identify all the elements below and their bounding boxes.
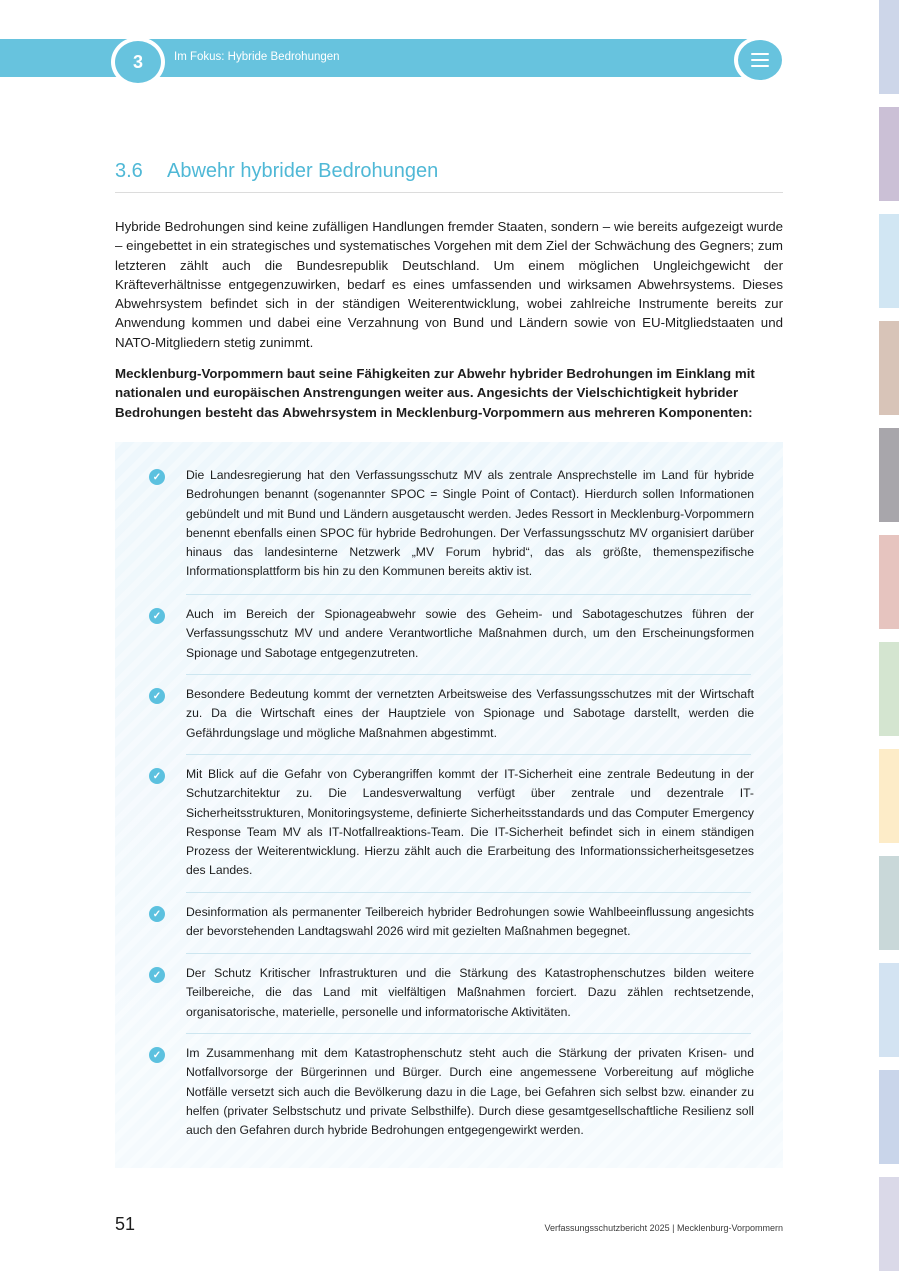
- divider: [186, 674, 751, 675]
- list-item-text: Besondere Bedeutung kommt der vernetzten Arbeitsweise des Verfassungsschutzes mit der Wirtschaft zu. Da die Wirtschaft eines der Hauptziele von Spionage und Sabotage darstellt, werden die Gefährdungslage und mögliche Maßnahmen abgestimmt.: [186, 687, 754, 740]
- check-circle-icon: ✓: [149, 906, 165, 922]
- page-number: 51: [115, 1214, 136, 1234]
- side-tab-7[interactable]: [879, 642, 899, 736]
- components-box: [115, 442, 783, 1168]
- side-tab-8[interactable]: [879, 749, 899, 843]
- hamburger-icon-line: [751, 53, 769, 55]
- divider: [186, 754, 751, 755]
- side-tab-2[interactable]: [879, 107, 899, 201]
- list-item-text: Im Zusammenhang mit dem Katastrophenschutz steht auch die Stärkung der privaten Krisen- und Notfallvorsorge der Bürgerinnen und Bürger. Durch eine angemessene Vorbereitung auf mögliche Notfälle versetzt sich auch die Bevölkerung dazu in die Lage, bei Gefahren sich selbst bzw. einander zu helfen (privater Selbstschutz und private Selbsthilfe). Durch diese gesamtgesellschaftliche Resilienz soll auch den Gefahren durch hybride Bedrohungen entgegengewirkt werden.: [186, 1046, 754, 1138]
- side-tab-4[interactable]: [879, 321, 899, 415]
- side-tab-5[interactable]: [879, 428, 899, 522]
- section-heading: [115, 160, 783, 193]
- section-title: Abwehr hybrider Bedrohungen: [167, 160, 439, 182]
- hamburger-icon-line: [751, 65, 769, 67]
- side-tab-1[interactable]: [879, 0, 899, 94]
- check-circle-icon: ✓: [149, 688, 165, 704]
- list-item-text: Auch im Bereich der Spionageabwehr sowie des Geheim- und Sabotageschutzes führen der Verfassungsschutz MV und andere Verantwortliche Maßnahmen durch, um den Erscheinungsformen Spionage und Sabotage entgegenzutreten.: [186, 607, 754, 660]
- chapter-number-badge: 3: [111, 37, 165, 87]
- side-tab-3[interactable]: [879, 214, 899, 308]
- intro-paragraph: Hybride Bedrohungen sind keine zufälligen Handlungen fremder Staaten, sondern – wie bereits aufgezeigt wurde – eingebettet in ein strategisches und systematisches Vorgehen mit dem Ziel der Schwächung des Gegners; zum letzteren zählt auch die Bundesrepublik Deutschland. Um einem möglichen Ungleichgewicht der Kräfteverhältnisse entgegenzuwirken, bedarf es eines umfassenden und wirksamen Abwehrsystems. Dieses Abwehrsystem befindet sich in der ständigen Weiterentwicklung, wobei zahlreiche Instrumente bereits zur Anwendung kommen und dabei eine Verzahnung von Bund und Ländern sowie von EU-Mitgliedstaaten und NATO-Mitgliedern stetig zunimmt.: [115, 219, 783, 350]
- check-circle-icon: ✓: [149, 469, 165, 485]
- side-tab-10[interactable]: [879, 963, 899, 1057]
- check-circle-icon: ✓: [149, 768, 165, 784]
- list-item-text: Die Landesregierung hat den Verfassungsschutz MV als zentrale Ansprechstelle im Land für hybride Bedrohungen benannt (sogenannter SPOC = Single Point of Contact). Hierdurch sollen Informationen gebündelt und mit Bund und Ländern ausgetauscht werden. Jedes Ressort in Mecklenburg-Vorpommern benennt ebenfalls einen SPOC für hybride Bedrohungen. Der Verfassungsschutz MV organisiert darüber hinaus das landesinterne Netzwerk „MV Forum hybrid“, das als größte, themenspezifische Informationsplattform bis hin zu den Kommunen bereits aktiv ist.: [186, 468, 754, 579]
- list-item-text: Der Schutz Kritischer Infrastrukturen und die Stärkung des Katastrophenschutzes bilden weitere Teilbereiche, die das Land mit vielfältigen Maßnahmen forciert. Dazu zählen rechtsetzende, organisatorische, materielle, personelle und informatorische Aktivitäten.: [186, 966, 754, 1019]
- report-title: Verfassungsschutzbericht 2025 | Mecklenburg-Vorpommern: [544, 1223, 783, 1233]
- list-item-text: Mit Blick auf die Gefahr von Cyberangriffen kommt der IT-Sicherheit eine zentrale Bedeutung in der Schutzarchitektur zu. Die Landesverwaltung verfügt über zentrale und dezentrale IT-Sicherheitsstrukturen, Monitoringsysteme, definierte Sicherheitsstandards und das Computer Emergency Response Team MV als IT-Notfallreaktions-Team. Die IT-Sicherheit befindet sich in einem ständigen Prozess der Weiterentwicklung. Hierzu zählt auch die Erarbeitung des Informationssicherheitsgesetzes des Landes.: [186, 767, 754, 878]
- hamburger-icon-line: [751, 59, 769, 61]
- chapter-title: Im Fokus: Hybride Bedrohungen: [174, 51, 340, 63]
- side-tab-6[interactable]: [879, 535, 899, 629]
- menu-button[interactable]: [734, 36, 786, 84]
- divider: [186, 953, 751, 954]
- divider: [186, 1033, 751, 1034]
- side-tab-12[interactable]: [879, 1177, 899, 1271]
- divider: [186, 594, 751, 595]
- section-number: 3.6: [115, 160, 143, 182]
- check-circle-icon: ✓: [149, 608, 165, 624]
- chapter-side-tabs: [879, 0, 900, 1272]
- divider: [186, 892, 751, 893]
- bold-paragraph: Mecklenburg-Vorpommern baut seine Fähigkeiten zur Abwehr hybrider Bedrohungen im Einklang mit nationalen und europäischen Anstrengungen weiter aus. Angesichts der Vielschichtigkeit hybrider Bedrohungen besteht das Abwehrsystem in Mecklenburg-Vorpommern aus mehreren Komponenten:: [115, 366, 755, 420]
- list-item-text: Desinformation als permanenter Teilbereich hybrider Bedrohungen sowie Wahlbeeinflussung angesichts der bevorstehenden Landtagswahl 2026 wird mit gezielten Maßnahmen begegnet.: [186, 905, 754, 939]
- side-tab-9[interactable]: [879, 856, 899, 950]
- check-circle-icon: ✓: [149, 967, 165, 983]
- check-circle-icon: ✓: [149, 1047, 165, 1063]
- side-tab-11[interactable]: [879, 1070, 899, 1164]
